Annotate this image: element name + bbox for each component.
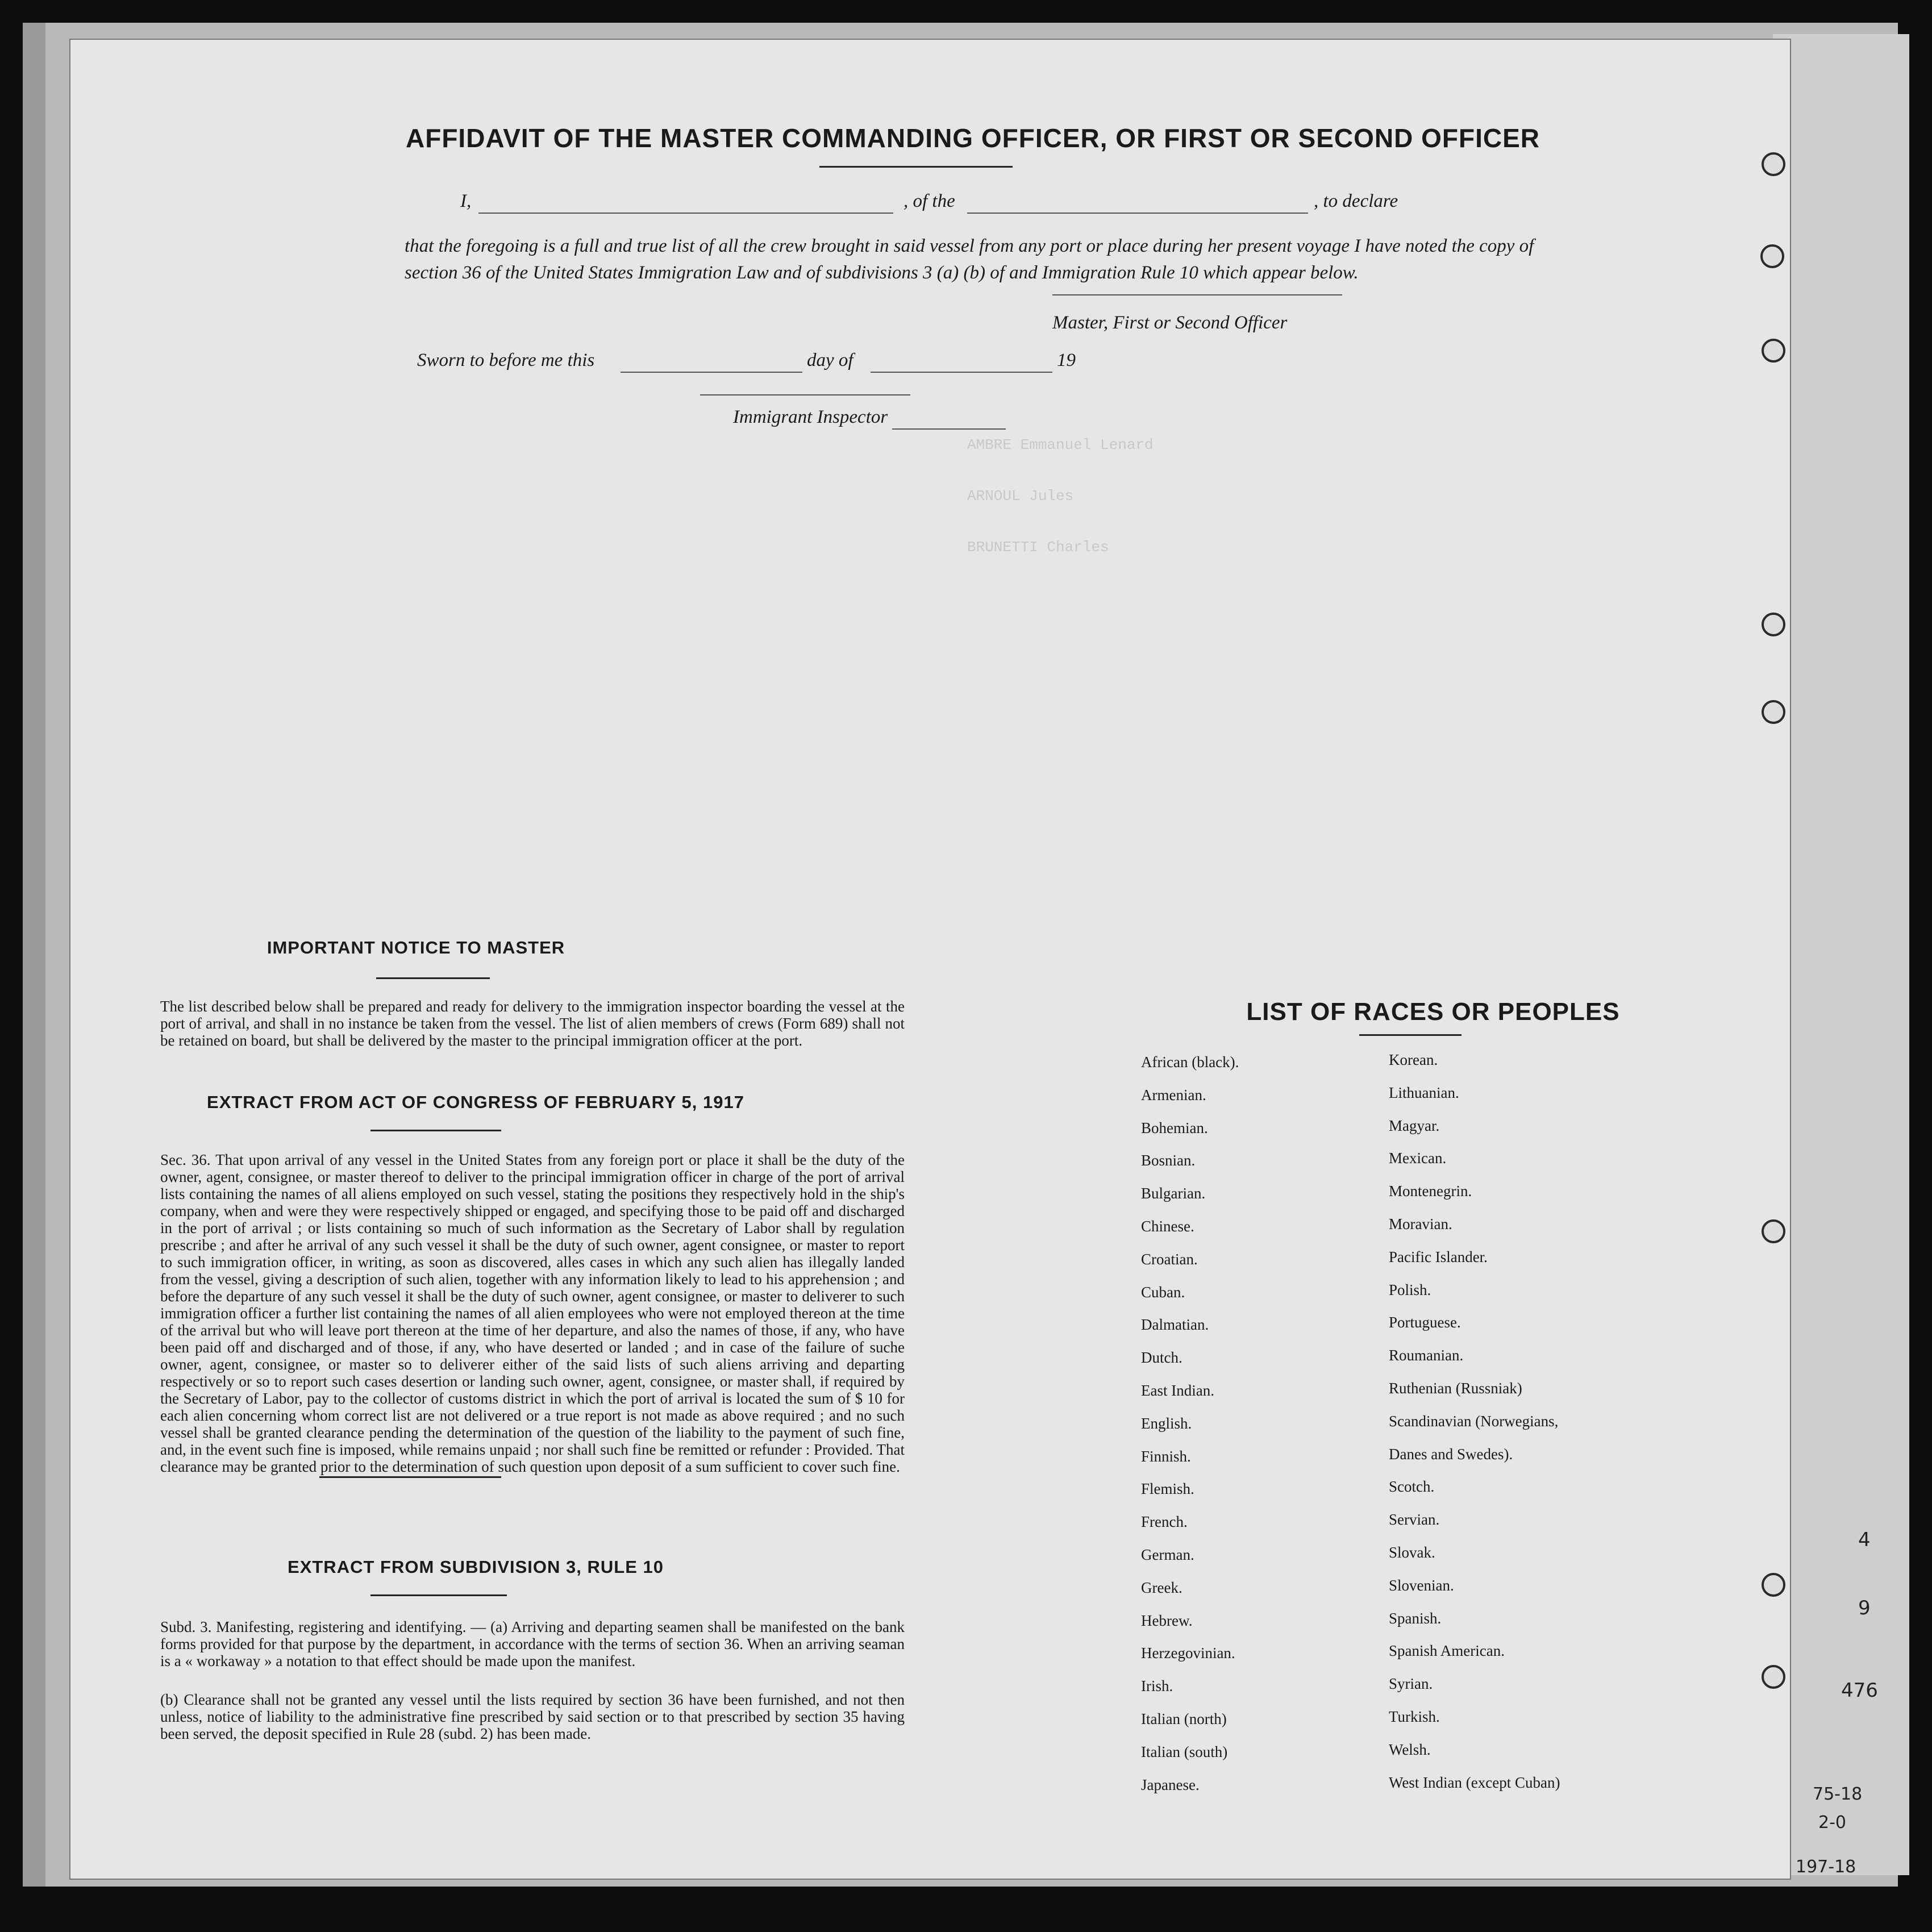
- races-rule: [1359, 1034, 1462, 1036]
- rule-text-a: Subd. 3. Manifesting, registering and identifying. — (a) Arriving and departing seamen shall be manifested on the bank forms provided for that purpose by the department, in accordance with the terms of section 36. When an arriving seaman is a « workaway » a notation to that effect should be made upon the manifest.: [160, 1618, 905, 1669]
- race-item: Dutch.: [1141, 1349, 1182, 1367]
- act-rule: [370, 1130, 501, 1131]
- rule-text-b: (b) Clearance shall not be granted any vessel until the lists required by section 36 have been furnished, and not then unless, notice of liability to the administrative fine prescribed by said section or to that prescribed by section 35 having been served, the deposit specified in Rule 28 (subd. 2) has been made.: [160, 1691, 905, 1742]
- binder-hole: [1762, 613, 1785, 636]
- race-item: East Indian.: [1141, 1382, 1214, 1399]
- race-item: Portuguese.: [1389, 1314, 1461, 1331]
- inspector-line[interactable]: [700, 394, 910, 395]
- notice-heading: IMPORTANT NOTICE TO MASTER: [267, 938, 565, 957]
- day-of-label: day of: [807, 350, 853, 370]
- notice-text: The list described below shall be prepared and ready for delivery to the immigration inspector boarding the vessel at the port of arrival, and shall in no instance be taken from the vessel. The list of alien members of crews (Form 689) shall not be retained on board, but shall be delivered by the master to the principal immigration officer at the port.: [160, 998, 905, 1049]
- race-item: Roumanian.: [1389, 1347, 1464, 1364]
- race-item: Syrian.: [1389, 1675, 1433, 1693]
- sworn-label: Sworn to before me this: [417, 350, 595, 370]
- race-item: Chinese.: [1141, 1218, 1194, 1235]
- race-item: Ruthenian (Russniak): [1389, 1380, 1522, 1397]
- race-item: West Indian (except Cuban): [1389, 1773, 1560, 1791]
- act-text: Sec. 36. That upon arrival of any vessel in the United States from any foreign port or place it shall be the duty of the owner, agent, consignee, or master thereof to deliver to the principal immigration officer in charge of the port of arrival lists containing the names of all aliens employed on such vessel, stating the positions they respectively hold in the ship's company, when and were they were respectively shipped or engaged, and specifying those to be paid off and discharged in the port of arrival ; or lists containing so much of such information as the Secretary of Labor shall by regulation prescribe ; and after he arrival of any such vessel it shall be the duty of such owner, agent consignee, or master to report to such immigration officer, in writing, as soon as discovered, alles cases in which any such alien has illegally landed from the vessel, giving a description of such alien, together with any information likely to lead to his apprehension ; and before the departure of any such vessel it shall be the duty of such owner, agent consignee, or master to deliverer to such immigration officer a further list containing the names of all alien employees who were not employed thereon at the time of the arrival but who will leave port thereon at the time of her departure, and also the names of those, if any, who have been paid off and discharged and of those, if any, who have deserted or landed ; and in case of the failure of suche owner, agent, consignee, or master so to deliverer either of the said lists of such aliens arriving and departing respectively or so to report such cases desertion or landing such owner, agent, consignee, or master shall, if required by the Secretary of Labor, pay to the collector of customs district in which the port of arrival is located the sum of $ 10 for each alien concerning whom correct list are not delivered or a true report is not made as above required ; and no such vessel shall be granted clearance pending the determination of the question of the liability to the payment of such fine, and, in the event such fine is imposed, while remains unpaid ; nor shall such fine be remitted or refunder : Provided. That clearance may be granted prior to the determination of such question upon deposit of a sum sufficient to cover such fine.: [160, 1151, 905, 1475]
- year-label: 19: [1057, 350, 1076, 370]
- race-item: Lithuanian.: [1389, 1084, 1459, 1101]
- race-item: Polish.: [1389, 1281, 1431, 1298]
- rule-heading: EXTRACT FROM SUBDIVISION 3, RULE 10: [288, 1557, 664, 1577]
- act-heading: EXTRACT FROM ACT OF CONGRESS OF FEBRUARY 5, 1917: [207, 1092, 744, 1112]
- notice-rule: [376, 977, 490, 979]
- affidavit-declare: , to declare: [1314, 191, 1398, 211]
- race-item: Flemish.: [1141, 1480, 1194, 1498]
- race-item: Danes and Swedes).: [1389, 1445, 1513, 1463]
- race-item: Finnish.: [1141, 1447, 1191, 1465]
- signature-line[interactable]: [1052, 294, 1342, 295]
- document-page: [69, 39, 1791, 1880]
- race-item: Herzegovinian.: [1141, 1644, 1235, 1662]
- race-item: Pacific Islander.: [1389, 1248, 1488, 1265]
- margin-note: 2-0: [1818, 1813, 1846, 1833]
- affidavit-i: I,: [460, 191, 472, 211]
- race-item: Magyar.: [1389, 1117, 1440, 1134]
- bleed-through: BRUNETTI Charles: [967, 539, 1109, 556]
- affidavit-of-the: , of the: [903, 191, 955, 211]
- affidavit-title: AFFIDAVIT OF THE MASTER COMMANDING OFFICER, OR FIRST OR SECOND OFFICER: [406, 123, 1540, 153]
- race-item: Bohemian.: [1141, 1119, 1208, 1136]
- race-item: Bosnian.: [1141, 1152, 1196, 1169]
- races-heading: LIST OF RACES OR PEOPLES: [1246, 998, 1620, 1026]
- race-item: Greek.: [1141, 1579, 1182, 1596]
- margin-note: 197-18: [1796, 1857, 1856, 1877]
- race-item: Scotch.: [1389, 1478, 1435, 1496]
- race-item: Korean.: [1389, 1051, 1438, 1068]
- name-blank[interactable]: [478, 213, 893, 214]
- race-item: Turkish.: [1389, 1708, 1440, 1725]
- race-item: Slovak.: [1389, 1544, 1435, 1561]
- left-edge-strip: [23, 23, 45, 1887]
- race-item: Hebrew.: [1141, 1612, 1193, 1629]
- race-item: Cuban.: [1141, 1283, 1185, 1301]
- race-item: Italian (north): [1141, 1710, 1227, 1727]
- bleed-through: AMBRE Emmanuel Lenard: [967, 436, 1154, 453]
- affidavit-body: that the foregoing is a full and true list of all the crew brought in said vessel from any port or place during her present voyage I have noted the copy of section 36 of the United States Immigration Law and of subdivisions 3 (a) (b) of and Immigration Rule 10 which appear below.: [405, 236, 1534, 283]
- race-item: Servian.: [1389, 1511, 1440, 1529]
- race-item: Bulgarian.: [1141, 1185, 1206, 1202]
- binder-hole: [1762, 1573, 1785, 1597]
- binder-hole: [1762, 152, 1785, 176]
- race-item: Montenegrin.: [1389, 1182, 1472, 1200]
- race-item: English.: [1141, 1414, 1192, 1432]
- inspector-blank[interactable]: [892, 428, 1006, 430]
- race-item: Armenian.: [1141, 1086, 1206, 1104]
- race-item: Welsh.: [1389, 1741, 1431, 1758]
- binder-hole: [1762, 339, 1785, 363]
- binder-hole: [1762, 1665, 1785, 1689]
- back-sheet-edge: [1773, 34, 1909, 1875]
- race-item: Spanish.: [1389, 1609, 1442, 1627]
- margin-note: 476: [1841, 1679, 1878, 1702]
- race-item: Moravian.: [1389, 1215, 1452, 1233]
- race-item: Italian (south): [1141, 1743, 1228, 1760]
- race-item: Scandinavian (Norwegians,: [1389, 1412, 1559, 1430]
- vessel-blank[interactable]: [967, 213, 1308, 214]
- inspector-label: Immigrant Inspector: [733, 407, 888, 427]
- race-item: Japanese.: [1141, 1776, 1200, 1793]
- race-item: Irish.: [1141, 1677, 1173, 1695]
- race-item: Spanish American.: [1389, 1642, 1505, 1660]
- binder-hole: [1762, 700, 1785, 724]
- race-item: Slovenian.: [1389, 1576, 1454, 1594]
- race-item: Croatian.: [1141, 1250, 1198, 1268]
- title-rule: [819, 166, 1013, 168]
- race-item: Mexican.: [1389, 1150, 1447, 1167]
- margin-note: 9: [1858, 1597, 1871, 1619]
- bleed-through: ARNOUL Jules: [967, 488, 1074, 505]
- margin-note: 75-18: [1813, 1784, 1863, 1804]
- race-item: African (black).: [1141, 1054, 1239, 1071]
- race-item: French.: [1141, 1513, 1188, 1531]
- sworn-day-blank[interactable]: [621, 372, 802, 373]
- binder-hole: [1762, 1219, 1785, 1243]
- signature-label: Master, First or Second Officer: [1052, 313, 1288, 333]
- margin-note: 4: [1858, 1529, 1871, 1551]
- race-item: Dalmatian.: [1141, 1316, 1209, 1334]
- rule-rule: [370, 1594, 507, 1596]
- rule-top-rule: [319, 1476, 501, 1478]
- race-item: German.: [1141, 1546, 1194, 1563]
- binder-hole: [1760, 244, 1784, 268]
- month-blank[interactable]: [871, 372, 1052, 373]
